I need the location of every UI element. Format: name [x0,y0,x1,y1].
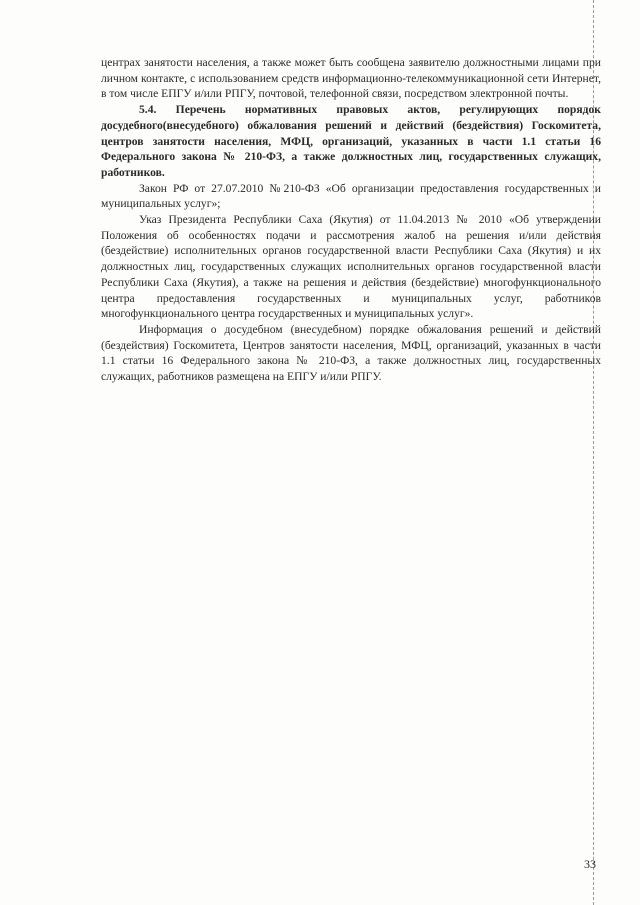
section-heading-5-4: 5.4. Перечень нормативных правовых актов, регулирующих порядок досудебного(внесудебного) обжалования решений и действий (бездействия) Госкомитета, центров занятости населения, МФЦ, организаций, указанных в части 1.1 статьи 16 Федерального закона № 210-ФЗ, а также должностных лиц, государственных служащих, работников. [101,103,601,179]
paragraph-appeal-info: Информация о досудебном (внесудебном) порядке обжалования решений и действий (бездействия) Госкомитета, Центров занятости населения, МФЦ, организаций, указанных в части 1.1 статьи 16 Федерального закона № 210-ФЗ, а также должностных лиц, государственных служащих, работников размещена на ЕПГУ и/или РПГУ. [101,322,601,384]
paragraph-presidential-decree: Указ Президента Республики Саха (Якутия) от 11.04.2013 № 2010 «Об утверждении Положения об особенностях подачи и рассмотрения жалоб на решения и/или действия (бездействие) исполнительных органов государственной власти Республики Саха (Якутия) и их должностных лиц, государственных служащих исполнительных органов государственной власти Республики Саха (Якутия), а также на решения и действия (бездействие) многофункционального центра предоставления государственных и муниципальных услуг, работников многофункционального центра государственных и муниципальных услуг». [101,213,601,321]
document-body [101,55,601,385]
paragraph-continuation: центрах занятости населения, а также может быть сообщена заявителю должностными лицами при личном контакте, с использованием средств информационно-телекоммуникационной сети Интернет, в том числе ЕПГУ и/или РПГУ, почтовой, телефонной связи, посредством электронной почты. [101,56,601,101]
page-number: 33 [584,857,596,871]
paragraph-federal-law: Закон РФ от 27.07.2010 №210-ФЗ «Об организации предоставления государственных и муниципальных услуг»; [101,181,601,211]
